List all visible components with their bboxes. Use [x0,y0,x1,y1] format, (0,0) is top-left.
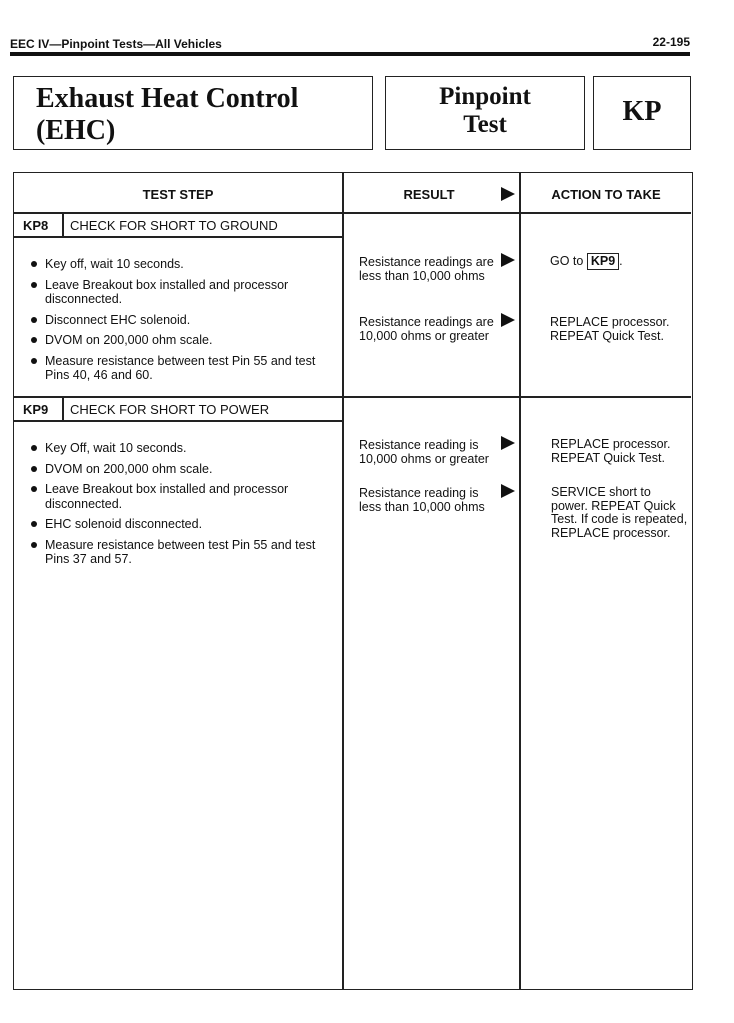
header-rule [10,52,690,56]
step-title-kp8: CHECK FOR SHORT TO GROUND [70,218,278,233]
step-title-kp9: CHECK FOR SHORT TO POWER [70,402,270,417]
kp9-result-2: Resistance reading is less than 10,000 ohms [359,486,485,514]
result-arrow-icon [501,313,515,327]
kp9-title-rule [14,420,344,422]
header-row-rule [14,212,691,214]
test-code: KP [622,96,662,127]
list-item: EHC solenoid disconnected. [31,517,321,532]
result-arrow-icon [501,436,515,450]
kp8-procedure-list [31,257,321,389]
action-line: REPLACE processor. [551,437,671,451]
kp8-title-rule [14,236,344,238]
list-item: Key Off, wait 10 seconds. [31,441,321,456]
pinpoint-line1: Pinpoint [439,83,531,110]
list-item: Measure resistance between test Pin 55 and test Pins 37 and 57. [31,538,321,567]
result-arrow-icon [501,484,515,498]
result-arrow-icon [501,253,515,267]
action-goto-suffix: . [619,254,623,268]
action-goto-text: GO to [550,254,584,268]
title-box [13,76,373,150]
kp9-procedure-list [31,441,321,573]
kp8-result-2: Resistance readings are 10,000 ohms or greater [359,315,494,343]
list-item: Disconnect EHC solenoid. [31,313,321,328]
test-code-box [593,76,691,150]
kp9-tag-divider [62,397,64,421]
pinpoint-test-box [385,76,585,150]
step-id-kp8: KP8 [23,218,49,233]
step-id-kp9: KP9 [23,402,49,417]
action-line: REPEAT Quick Test. [551,450,665,465]
test-title-line1: Exhaust Heat Control [36,83,299,114]
kp9-action-2: SERVICE short to power. REPEAT Quick Test. If code is repeated, REPLACE processor. [551,485,688,540]
kp8-action-2 [550,316,700,343]
list-item: Key off, wait 10 seconds. [31,257,321,272]
kp9-action-1 [551,438,701,465]
test-title [36,83,298,147]
kp8-tag-divider [62,213,64,237]
kp8-action-1 [550,253,700,270]
list-item: Leave Breakout box installed and processor disconnected. [31,482,321,511]
action-line: REPEAT Quick Test. [550,328,664,343]
page-number: 22-195 [652,35,690,49]
step-link-kp9[interactable]: KP9 [587,253,619,270]
pinpoint-line2: Test [463,111,507,138]
test-title-line2: (EHC) [36,115,116,146]
action-line: REPLACE processor. [550,315,670,329]
step-separator [14,396,691,398]
list-item: Measure resistance between test Pin 55 and test Pins 40, 46 and 60. [31,354,321,383]
result-arrow-icon [501,187,515,201]
column-header-action: ACTION TO TAKE [551,187,661,202]
page-header-title: EEC IV—Pinpoint Tests—All Vehicles [10,37,222,51]
column-header-result: RESULT [403,187,455,202]
kp8-result-1: Resistance readings are less than 10,000 ohms [359,255,494,283]
list-item: Leave Breakout box installed and processor disconnected. [31,278,321,307]
column-divider-2 [519,173,521,989]
pinpoint-test-label [386,83,584,139]
column-header-test-step: TEST STEP [142,187,214,202]
kp9-result-1: Resistance reading is 10,000 ohms or greater [359,438,489,466]
list-item: DVOM on 200,000 ohm scale. [31,462,321,477]
column-divider-1 [342,173,344,989]
pinpoint-table [13,172,693,990]
list-item: DVOM on 200,000 ohm scale. [31,333,321,348]
